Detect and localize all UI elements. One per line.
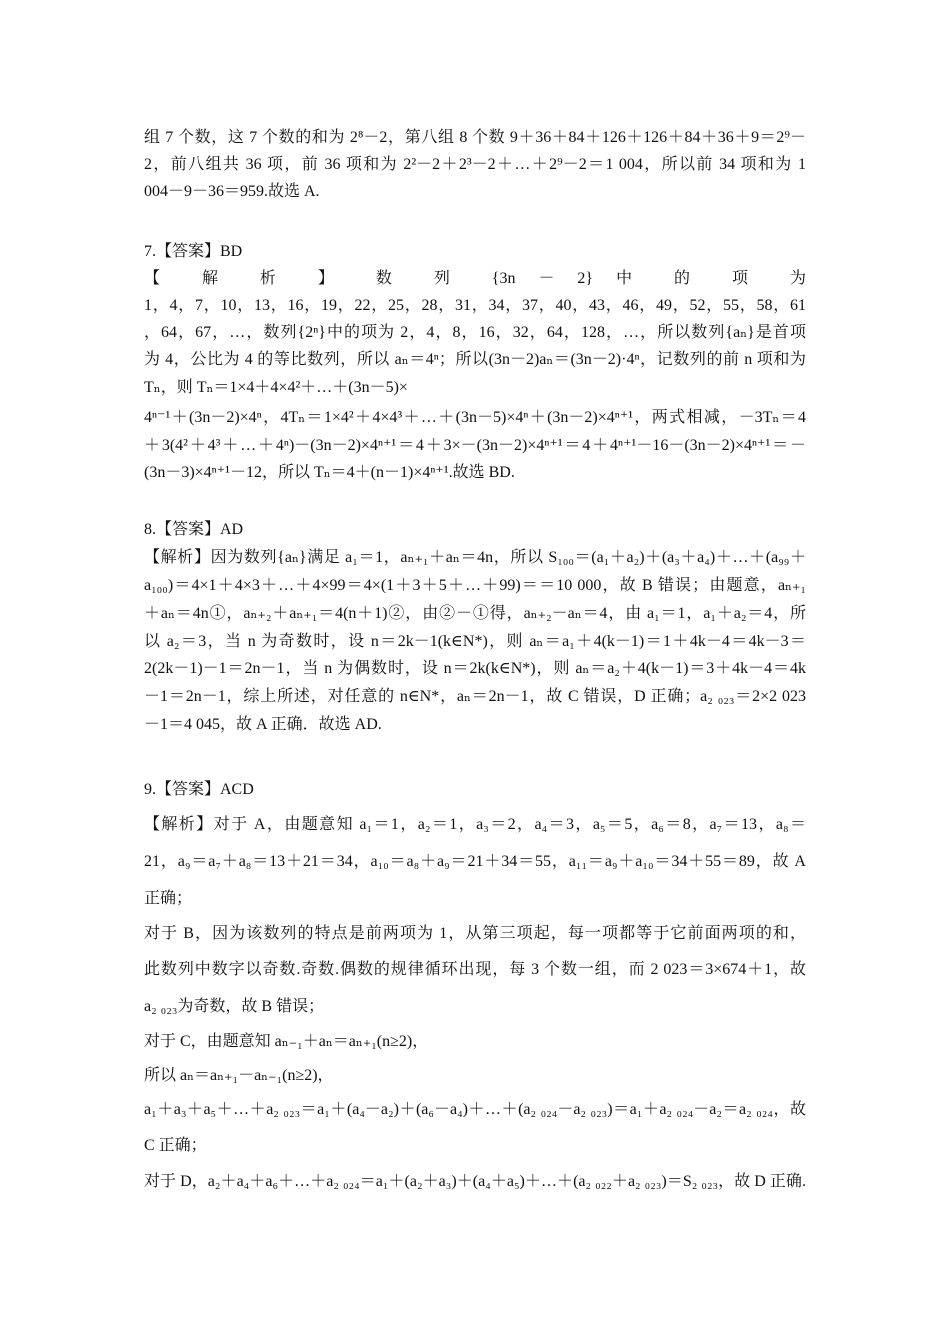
- text-line: 组 7 个数，这 7 个数的和为 2⁸－2，第八组 8 个数 9＋36＋84＋126＋126＋84＋36＋9＝2⁹－: [144, 129, 806, 146]
- text-line: 【解析】对于 A，由题意知 a₁＝1，a₂＝1，a₃＝2，a₄＝3，a₅＝5，a₆＝8，a₇＝13，a₈＝: [144, 816, 806, 833]
- text-line: 为 4，公比为 4 的等比数列，所以 aₙ＝4ⁿ；所以(3n－2)aₙ＝(3n－2)·4ⁿ，记数列的前 n 项和为: [144, 351, 806, 368]
- text-line: 2，前八组共 36 项，前 36 项和为 2²－2＋2³－2＋…＋2⁹－2＝1 004，所以前 34 项和为 1: [144, 156, 806, 173]
- text-line: 正确；: [144, 890, 193, 907]
- answer-heading-8: 8.【答案】AD: [144, 521, 244, 538]
- text-line: C 正确；: [144, 1137, 207, 1154]
- text-line: Tₙ，则 Tₙ＝1×4＋4×4²＋…＋(3n－5)×: [144, 379, 408, 396]
- text-line: a₁＋a₃＋a₅＋…＋a₂ ₀₂₃＝a₁＋(a₄－a₂)＋(a₆－a₄)＋…＋(a₂ ₀₂₄－a₂ ₀₂₃)＝a₁＋a₂ ₀₂₄－a₂＝a₂ ₀₂₄，故: [144, 1101, 806, 1118]
- text-line: －1＝2n－1，综上所述，对任意的 n∈N*，aₙ＝2n－1，故 C 错误，D 正确；a₂ ₀₂₃＝2×2 023: [144, 688, 806, 705]
- text-line: 1，4，7，10，13，16，19，22，25，28，31，34，37，40，43，46，49，52，55，58，61: [144, 297, 806, 314]
- text-line: (3n－3)×4ⁿ⁺¹－12，所以 Tₙ＝4＋(n－1)×4ⁿ⁺¹.故选 BD.: [144, 464, 515, 481]
- text-line: ，64，67，…，数列{2ⁿ}中的项为 2，4，8，16，32，64，128，…，所以数列{aₙ}是首项: [144, 324, 806, 341]
- text-line: 以 a₂＝3，当 n 为奇数时，设 n＝2k－1(k∈N*)，则 aₙ＝a₁＋4(k－1)＝1＋4k－4＝4k－3＝: [144, 633, 806, 650]
- text-line: a₁₀₀)＝4×1＋4×3＋…＋4×99＝4×(1＋3＋5＋…＋99)＝＝10 000，故 B 错误；由题意，aₙ₊₁: [144, 577, 806, 594]
- text-line: ＋3(4²＋4³＋…＋4ⁿ)－(3n－2)×4ⁿ⁺¹＝4＋3×－(3n－2)×4ⁿ⁺¹＝4＋4ⁿ⁺¹－16－(3n－2)×4ⁿ⁺¹＝－: [144, 437, 806, 454]
- text-line: －1＝4 045，故 A 正确．故选 AD.: [144, 716, 382, 733]
- text-line: 对于 D，a₂＋a₄＋a₆＋…＋a₂ ₀₂₄＝a₁＋(a₂＋a₃)＋(a₄＋a₅)＋…＋(a₂ ₀₂₂＋a₂ ₀₂₃)＝S₂ ₀₂₃，故 D 正确.: [144, 1173, 806, 1190]
- answer-heading-7: 7.【答案】BD: [144, 243, 243, 260]
- text-line: 所以 aₙ＝aₙ₊₁－aₙ₋₁(n≥2)，: [144, 1067, 334, 1084]
- text-line: 21，a₉＝a₇＋a₈＝13＋21＝34，a₁₀＝a₈＋a₉＝21＋34＝55，a₁₁＝a₉＋a₁₀＝34＋55＝89，故 A: [144, 853, 806, 870]
- text-line: 2(2k－1)－1＝2n－1，当 n 为偶数时，设 n＝2k(k∈N*)，则 aₙ＝a₂＋4(k－1)＝3＋4k－4＝4k: [144, 660, 806, 677]
- text-line: a₂ ₀₂₃为奇数，故 B 错误；: [144, 998, 325, 1015]
- text-line: 此数列中数字以奇数.奇数.偶数的规律循环出现，每 3 个数一组，而 2 023＝3×674＋1，故: [144, 961, 806, 978]
- answer-heading-9: 9.【答案】ACD: [144, 781, 254, 798]
- text-line: 对于 B，因为该数列的特点是前两项为 1，从第三项起，每一项都等于它前面两项的和，: [144, 925, 806, 942]
- text-line: 【解析】因为数列{aₙ}满足 a₁＝1，aₙ₊₁＋aₙ＝4n，所以 S₁₀₀＝(a₁＋a₂)＋(a₃＋a₄)＋…＋(a₉₉＋: [144, 549, 806, 566]
- text-line: 对于 C，由题意知 aₙ₋₁＋aₙ＝aₙ₊₁(n≥2)，: [144, 1033, 429, 1050]
- text-line: 4ⁿ⁻¹＋(3n－2)×4ⁿ，4Tₙ＝1×4²＋4×4³＋…＋(3n－5)×4ⁿ＋(3n－2)×4ⁿ⁺¹，两式相减，－3Tₙ＝4: [144, 409, 806, 426]
- text-line: 004－9－36＝959.故选 A.: [144, 183, 320, 200]
- text-line: 【 解 析 】 数 列 {3n － 2} 中 的 项 为: [144, 270, 806, 287]
- text-line: ＋aₙ＝4n①，aₙ₊₂＋aₙ₊₁＝4(n＋1)②，由②－①得，aₙ₊₂－aₙ＝4，由 a₁＝1，a₁＋a₂＝4，所: [144, 605, 806, 622]
